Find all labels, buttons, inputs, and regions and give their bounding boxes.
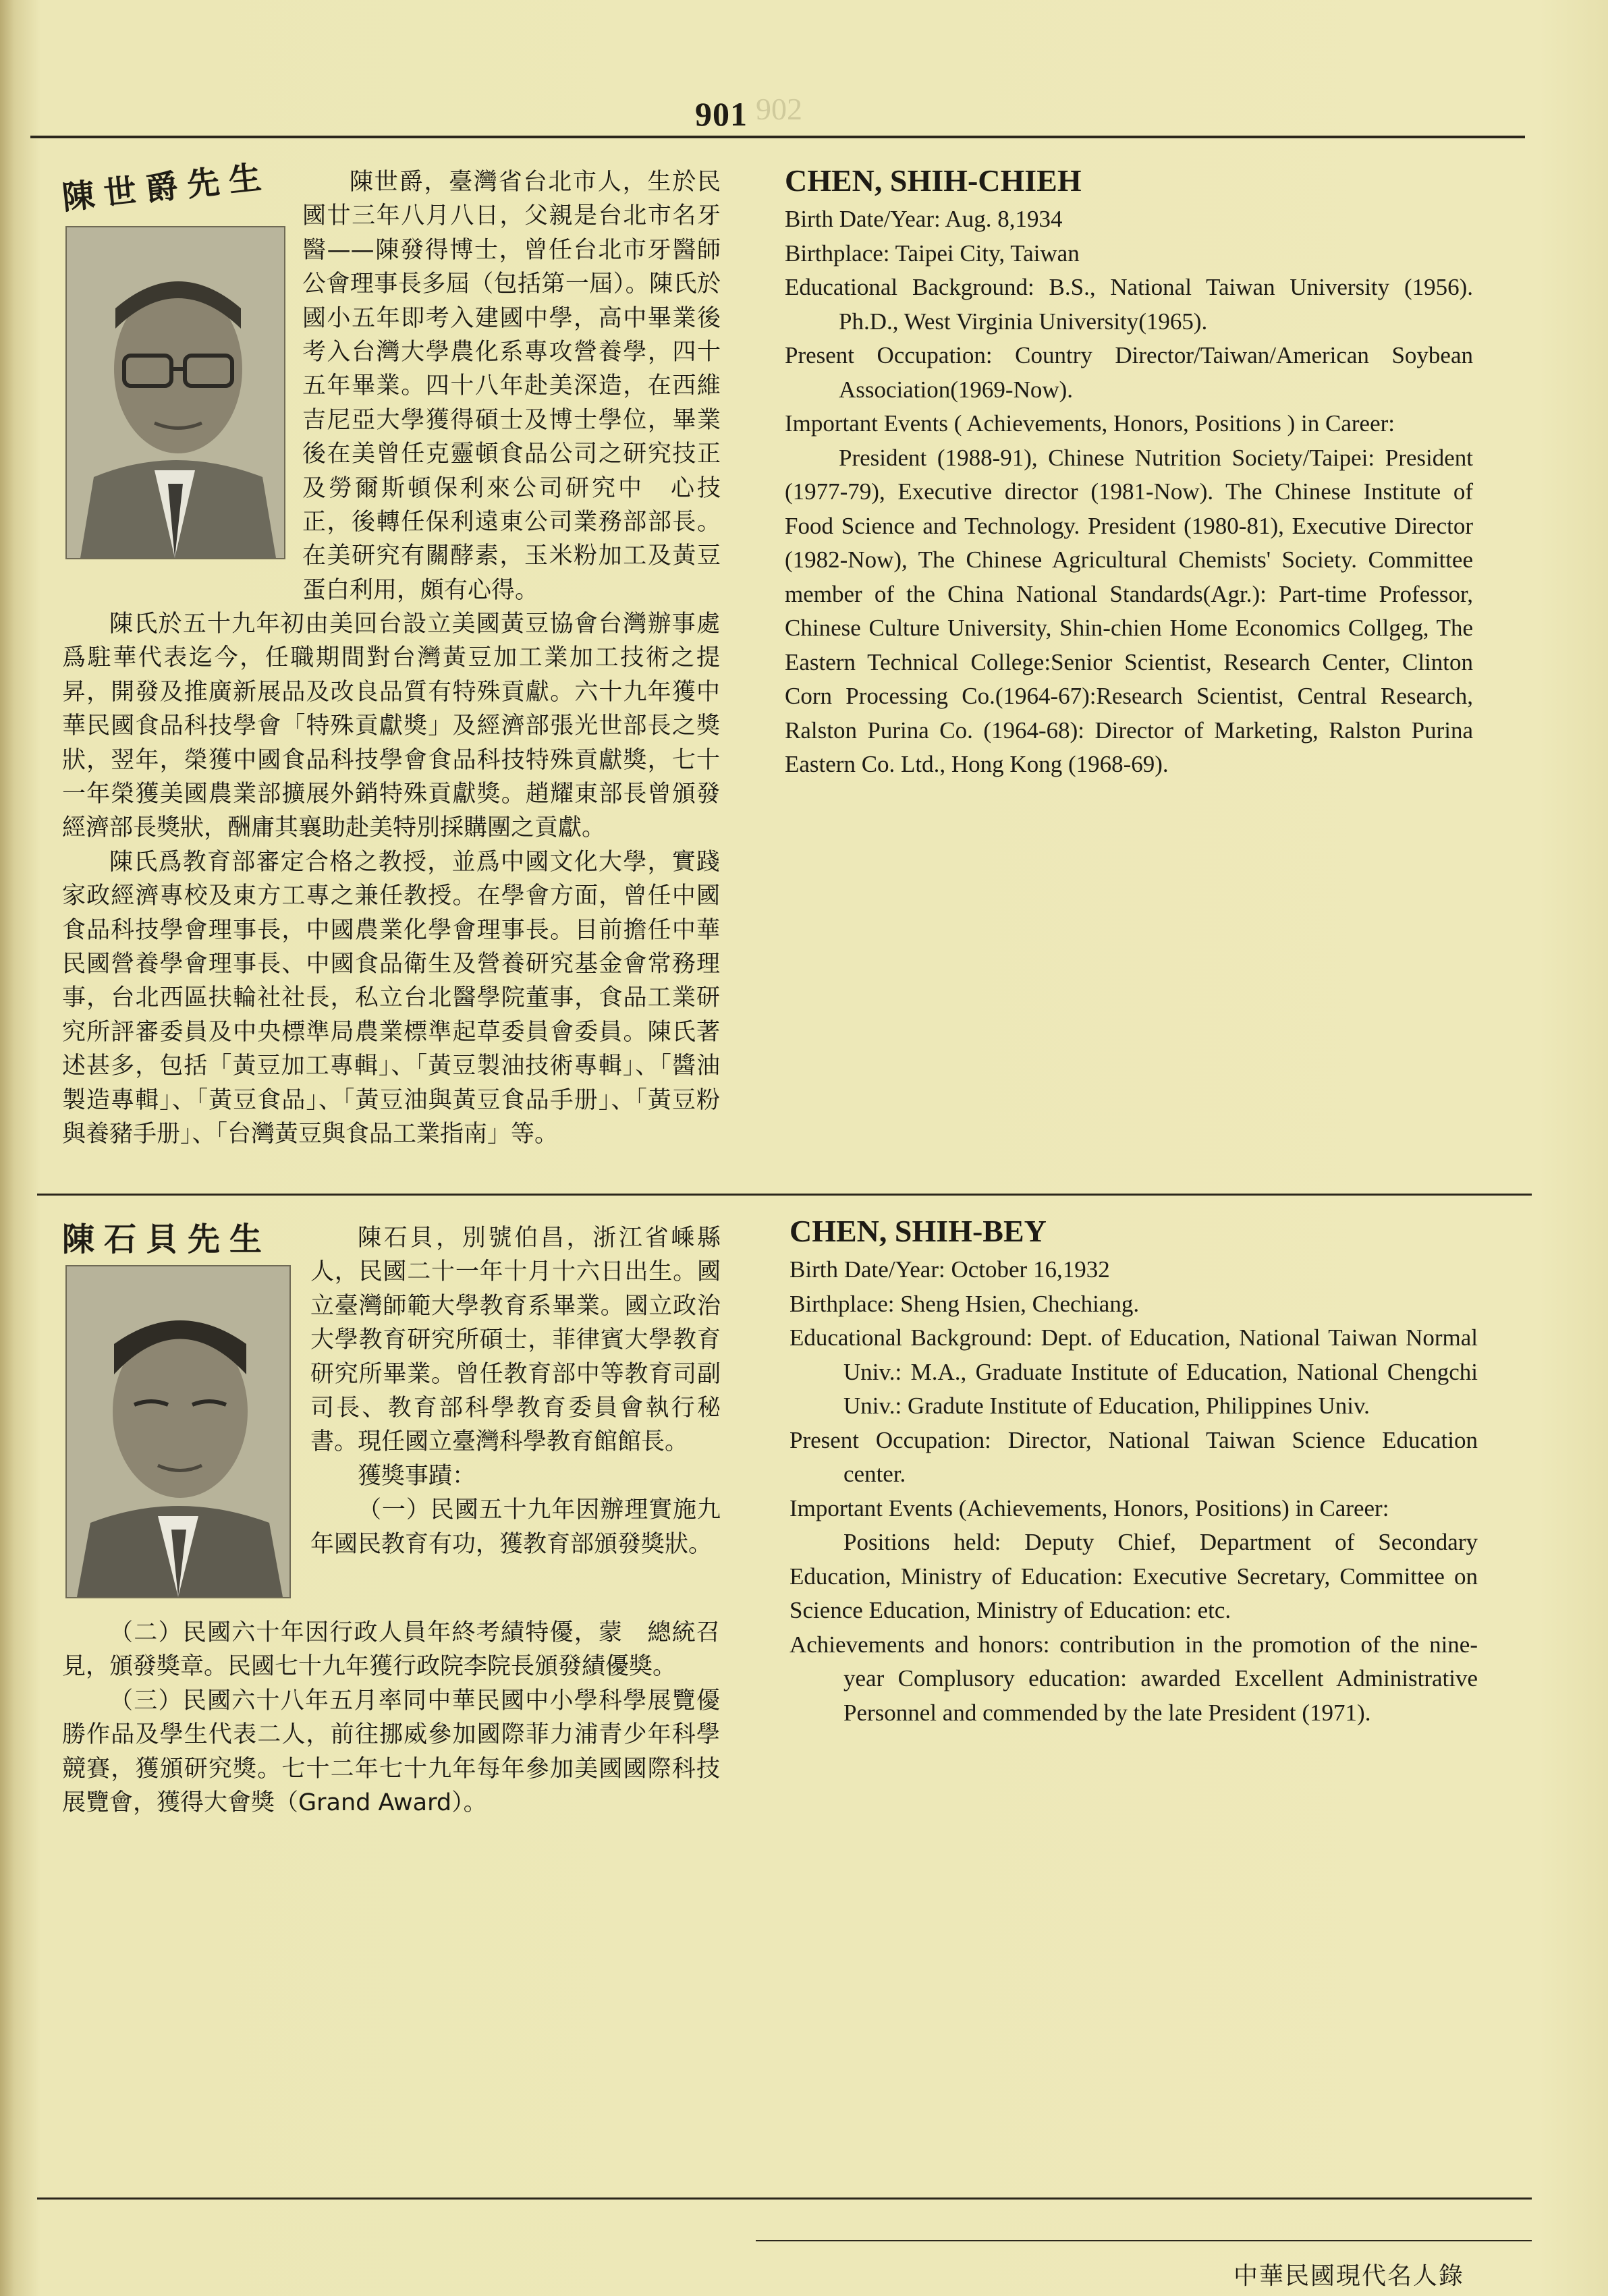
entry1-chinese-para-1-wrap bbox=[302, 165, 721, 607]
entry1-chinese-name: 陳世爵先生 bbox=[60, 157, 273, 217]
book-title-footer: 中華民國現代名人錄 bbox=[1233, 2262, 1465, 2290]
entry1-events-text: President (1988-91), Chinese Nutrition Society/Taipei: President (1977-79), Executive director (1981-Now). The Chinese Institute of Food Science and Technology. President (1980-81), Executive Director (1982-Now), The Chinese Agricultural Chemists' Society. Committee member of the China National Standards(Agr.): Part-time Professor, Chinese Culture University, Shin-chien Home Economics Collgeg, The Eastern Technical College:Senior Scientist, Research Center, Clinton Corn Processing Co.(1964-67):Research Scientist, Central Research, Ralston Purina Co. (1964-68): Director of Marketing, Ralston Purina Eastern Co. Ltd., Hong Kong (1968-69). bbox=[785, 444, 1473, 777]
entry2-chinese-name: 陳石貝先生 bbox=[62, 1221, 272, 1258]
entry2-chinese-intro: 陳石貝，別號伯昌，浙江省嵊縣人，民國二十一年十月十六日出生。國立臺灣師範大學教育系畢業。國立政治大學教育研究所碩士，菲律賓大學教育研究所畢業。曾任教育部中等教育司副司長、教育部科學教育委員會執行秘書。現任國立臺灣科學教育館館長。 bbox=[310, 1225, 721, 1456]
entry1-chinese-para-1: 陳世爵，臺灣省台北市人，生於民國廿三年八月八日，父親是台北市名牙醫——陳發得博士，曾任台北市牙醫師公會理事長多屆（包括第一屆）。陳氏於國小五年即考入建國中學，高中畢業後考入台灣大學農化系專攻營養學，四十五年畢業。四十八年赴美深造，在西維吉尼亞大學獲得碩士及博士學位，畢業後在美曾任克靈頓食品公司之研究技正及勞爾斯頓保利來公司研究中 心技正，後轉任保利遠東公司業務部部長。在美研究有關酵素，玉米粉加工及黃豆蛋白利用，頗有心得。 bbox=[302, 169, 721, 604]
page-number: 901 bbox=[695, 95, 748, 133]
entry2-chinese-bio bbox=[310, 1221, 721, 1561]
entry2-chinese-bio-cont bbox=[62, 1616, 720, 1820]
entry2-award-3: （三）民國六十八年五月率同中華民國中小學科學展覽優勝作品及學生代表二人，前往挪威參加國際菲力浦青少年科學競賽，獲頒研究獎。七十二年七十九年每年參加美國國際科技展覽會，獲得大會獎（Grand Award）。 bbox=[62, 1687, 720, 1817]
footer-rule-thin bbox=[756, 2240, 1532, 2241]
entry2-english-name: CHEN, SHIH-BEY bbox=[789, 1214, 1047, 1248]
entry2-awards-heading: 獲獎事蹟： bbox=[358, 1462, 476, 1490]
header-rule bbox=[30, 136, 1525, 138]
entry1-chinese-bio bbox=[66, 165, 721, 607]
entry1-birthplace: Birthplace: Taipei City, Taiwan bbox=[785, 240, 1080, 267]
entry1-chinese-para-2: 陳氏於五十九年初由美回台設立美國黃豆協會台灣辦事處爲駐華代表迄今，任職期間對台灣黃豆加工業加工技術之提昇，開發及推廣新展品及改良品質有特殊貢獻。六十九年獲中華民國食品科技學會「特殊貢獻獎」及經濟部張光世部長之獎狀，翌年，榮獲中國食品科技學會食品科技特殊貢獻獎，七十一年榮獲美國農業部擴展外銷特殊貢獻獎。趙耀東部長曾頒發經濟部長獎狀，酬庸其襄助赴美特別採購團之貢獻。 bbox=[62, 611, 720, 842]
entry2-events-text: Positions held: Deputy Chief, Department of Secondary Education, Ministry of Education: Executive Secretary, Committee on Science Education, Ministry of Education: etc. bbox=[789, 1529, 1478, 1623]
entry2-education: Educational Background: Dept. of Education, National Taiwan Normal Univ.: M.A., Graduate Institute of Education, National Chengchi Univ.: Gradute Institute of Education, Philippines Univ. bbox=[789, 1324, 1478, 1419]
entry1-birth-date: Birth Date/Year: Aug. 8,1934 bbox=[785, 206, 1063, 232]
entry1-chinese-bio-cont bbox=[62, 607, 720, 1152]
entry2-birthplace: Birthplace: Sheng Hsien, Chechiang. bbox=[789, 1290, 1140, 1317]
entry-separator-rule bbox=[37, 1194, 1532, 1196]
bleed-through-text: 902 bbox=[756, 92, 802, 126]
entry1-education: Educational Background: B.S., National Taiwan University (1956). Ph.D., West Virginia University(1965). bbox=[785, 274, 1473, 335]
entry2-portrait-photo bbox=[65, 1265, 291, 1598]
footer-rule bbox=[37, 2197, 1532, 2200]
entry2-award-2: （二）民國六十年因行政人員年終考績特優，蒙 總統召見，頒發獎章。民國七十九年獲行政院李院長頒發績優獎。 bbox=[62, 1619, 720, 1681]
entry1-events-heading: Important Events ( Achievements, Honors, Positions ) in Career: bbox=[785, 410, 1395, 437]
entry2-achievements: Achievements and honors: contribution in the promotion of the nine-year Complusory education: awarded Excellent Administrative Personnel and commended by the late President (1971). bbox=[789, 1631, 1478, 1726]
portrait-image bbox=[67, 1266, 289, 1597]
entry2-award-1: （一）民國五十九年因辦理實施九年國民教育有功，獲教育部頒發獎狀。 bbox=[310, 1496, 721, 1558]
entry2-english-bio bbox=[789, 1212, 1478, 1730]
entry1-english-name: CHEN, SHIH-CHIEH bbox=[785, 163, 1082, 198]
entry2-events-heading: Important Events (Achievements, Honors, Positions) in Career: bbox=[789, 1494, 1389, 1521]
entry1-occupation: Present Occupation: Country Director/Taiwan/American Soybean Association(1969-Now). bbox=[785, 342, 1473, 403]
entry2-birth-date: Birth Date/Year: October 16,1932 bbox=[789, 1256, 1110, 1283]
entry2-occupation: Present Occupation: Director, National Taiwan Science Education center. bbox=[789, 1426, 1478, 1487]
entry1-english-bio bbox=[785, 162, 1473, 782]
entry1-chinese-para-3: 陳氏爲教育部審定合格之教授，並爲中國文化大學，實踐家政經濟專校及東方工專之兼任教授。在學會方面，曾任中國食品科技學會理事長，中國農業化學會理事長。目前擔任中華民國營養學會理事長、中國食品衛生及營養研究基金會常務理事，台北西區扶輪社社長，私立台北醫學院董事，食品工業研究所評審委員及中央標準局農業標準起草委員會委員。陳氏著述甚多，包括「黃豆加工專輯」、「黃豆製油技術專輯」、「醬油製造專輯」、「黃豆食品」、「黃豆油與黃豆食品手册」、「黃豆粉與養豬手册」、「台灣黃豆與食品工業指南」等。 bbox=[62, 848, 720, 1148]
